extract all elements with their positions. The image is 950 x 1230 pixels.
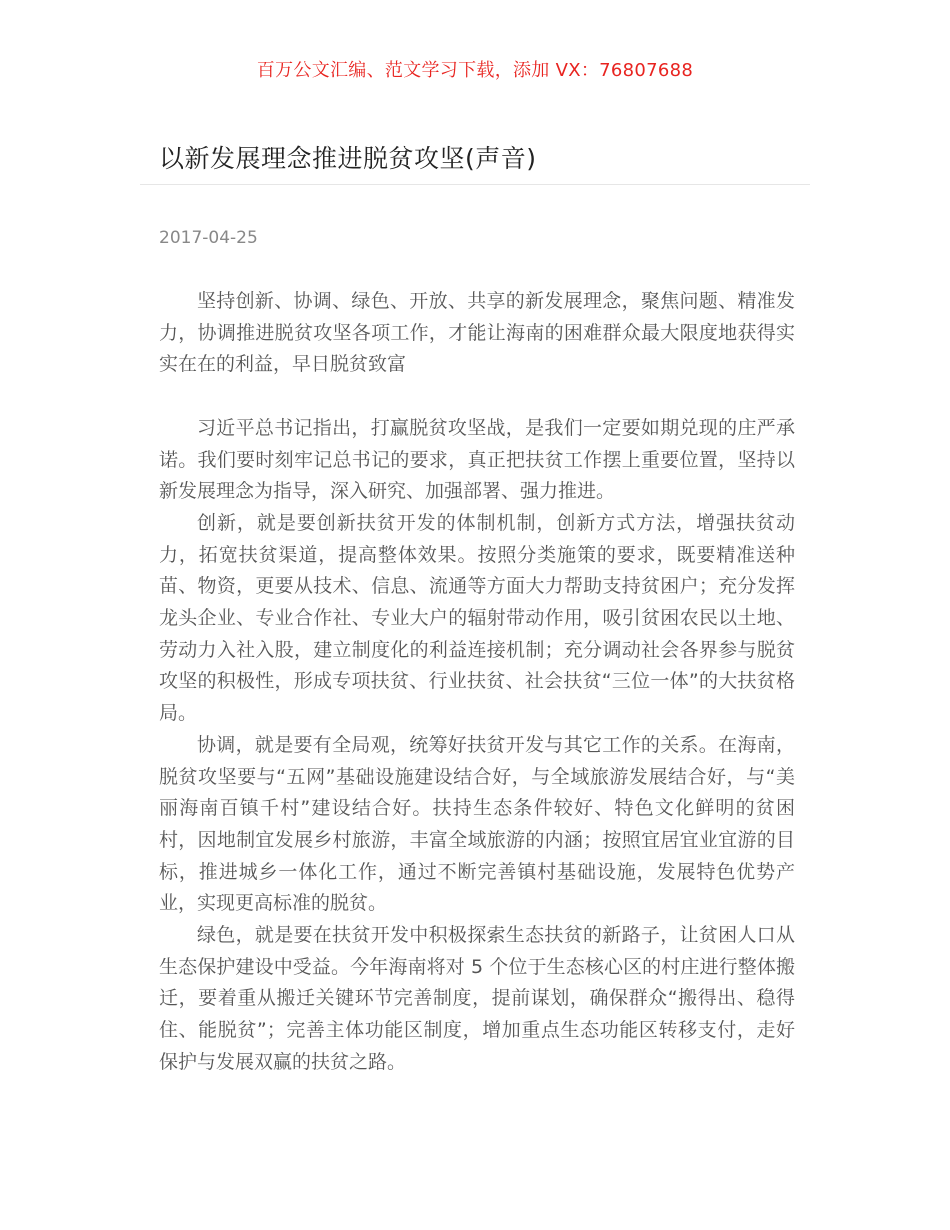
article-paragraph: 创新，就是要创新扶贫开发的体制机制，创新方式方法，增强扶贫动力，拓宽扶贫渠道，提高整体效果。按照分类施策的要求，既要精准送种苗、物资，更要从技术、信息、流通等方面大力帮助支持贫困户；充分发挥龙头企业、专业合作社、专业大户的辐射带动作用，吸引贫困农民以土地、劳动力入社入股，建立制度化的利益连接机制；充分调动社会各界参与脱贫攻坚的积极性，形成专项扶贫、行业扶贫、社会扶贫“三位一体”的大扶贫格局。 — [159, 511, 795, 725]
article-paragraph: 绿色，就是要在扶贫开发中积极探索生态扶贫的新路子，让贫困人口从生态保护建设中受益。今年海南将对 5 个位于生态核心区的村庄进行整体搬迁，要着重从搬迁关键环节完善制度，提前谋划，确保群众“搬得出、稳得住、能脱贫”；完善主体功能区制度，增加重点生态功能区转移支付，走好保护与发展双赢的扶贫之路。 — [159, 924, 795, 1073]
page-title: 以新发展理念推进脱贫攻坚(声音) — [159, 144, 537, 173]
title-divider — [140, 184, 810, 185]
publish-date: 2017-04-25 — [159, 228, 258, 248]
article-paragraph: 协调，就是要有全局观，统筹好扶贫开发与其它工作的关系。在海南，脱贫攻坚要与“五网”基础设施建设结合好，与全域旅游发展结合好，与“美丽海南百镇千村”建设结合好。扶持生态条件较好、特色文化鲜明的贫困村，因地制宜发展乡村旅游，丰富全域旅游的内涵；按照宜居宜业宜游的目标，推进城乡一体化工作，通过不断完善镇村基础设施，发展特色优势产业，实现更高标准的脱贫。 — [159, 733, 795, 915]
article-paragraph: 习近平总书记指出，打赢脱贫攻坚战，是我们一定要如期兑现的庄严承诺。我们要时刻牢记总书记的要求，真正把扶贫工作摆上重要位置，坚持以新发展理念为指导，深入研究、加强部署、强力推进。 — [159, 416, 795, 503]
article-body — [159, 286, 795, 1079]
watermark-banner: 百万公文汇编、范文学习下载，添加 VX：76807688 — [256, 60, 694, 81]
article-summary: 坚持创新、协调、绿色、开放、共享的新发展理念，聚焦问题、精准发力，协调推进脱贫攻坚各项工作，才能让海南的困难群众最大限度地获得实实在在的利益，早日脱贫致富 — [159, 290, 795, 376]
